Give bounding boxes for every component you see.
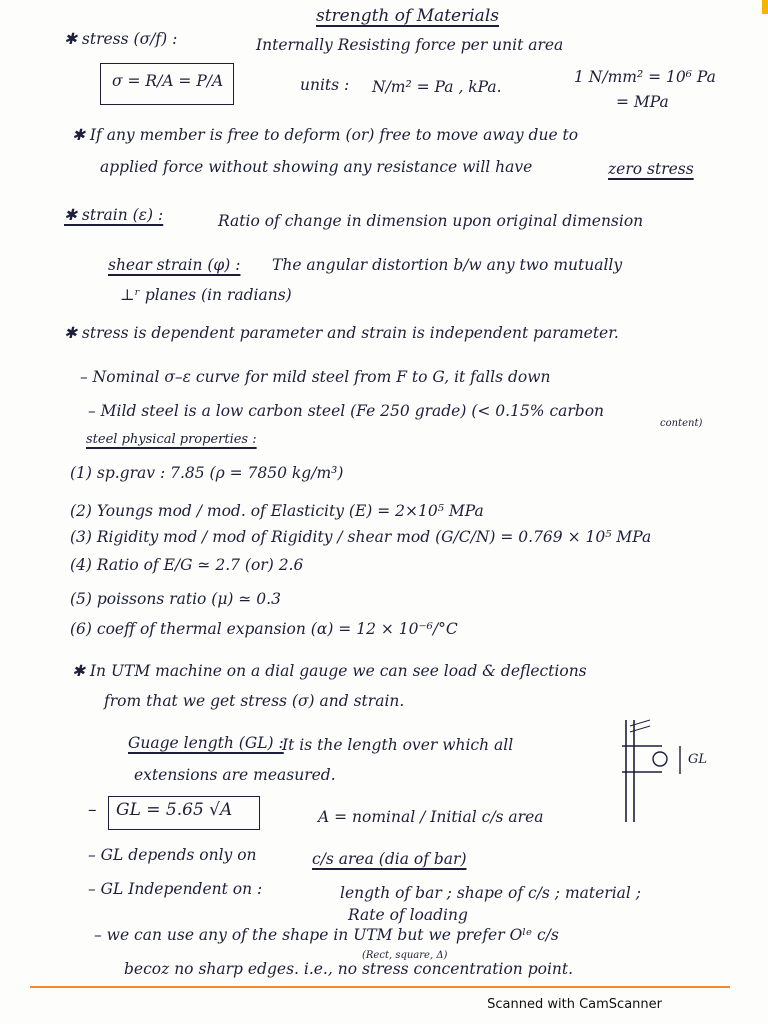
scan-edge-line: [30, 986, 730, 988]
dash: –: [88, 800, 97, 820]
gauge-length-heading: Guage length (GL) :: [128, 734, 284, 752]
shear-strain-definition: The angular distortion b/w any two mutually: [272, 256, 623, 274]
gl-depends: – GL depends only on: [88, 846, 257, 864]
area-note: A = nominal / Initial c/s area: [318, 808, 544, 826]
strain-definition: Ratio of change in dimension upon original dimension: [218, 212, 644, 230]
gl-independent-value: length of bar ; shape of c/s ; material ;: [340, 884, 642, 902]
property-item: (4) Ratio of E/G ≃ 2.7 (or) 2.6: [70, 556, 304, 574]
gauge-diagram-label: GL: [688, 752, 708, 767]
gl-independent-value-2: Rate of loading: [348, 906, 468, 924]
property-item: (6) coeff of thermal expansion (α) = 12 × 10⁻⁶/°C: [70, 620, 458, 638]
property-item: (2) Youngs mod / mod. of Elasticity (E) = 2×10⁵ MPa: [70, 502, 484, 520]
stress-heading: ✱ stress (σ/f) :: [64, 30, 178, 48]
utm-line-1: ✱ In UTM machine on a dial gauge we can see load & deflections: [72, 662, 587, 680]
shape-note-examples: (Rect, square, Δ): [362, 950, 448, 961]
units-value: N/m² = Pa , kPa.: [372, 78, 502, 96]
shape-note-line-1: – we can use any of the shape in UTM but we prefer Oˡᵉ c/s: [94, 926, 559, 944]
utm-line-2: from that we get stress (σ) and strain.: [104, 692, 405, 710]
scanner-watermark: Scanned with CamScanner: [487, 997, 662, 1012]
shear-strain-label: shear strain (φ) :: [108, 256, 241, 274]
properties-heading: steel physical properties :: [86, 432, 257, 447]
stress-formula: σ = R/A = P/A: [112, 72, 224, 90]
property-item: (1) sp.grav : 7.85 (ρ = 7850 kg/m³): [70, 464, 344, 482]
gauge-formula: GL = 5.65 √A: [116, 800, 233, 820]
mild-steel-content: content): [660, 418, 703, 429]
gauge-length-definition: It is the length over which all: [282, 736, 514, 754]
nominal-curve-note: – Nominal σ–ε curve for mild steel from F to G, it falls down: [80, 368, 551, 386]
gauge-length-definition-2: extensions are measured.: [134, 766, 336, 784]
shape-note-line-2: becoz no sharp edges. i.e., no stress concentration point.: [124, 960, 574, 978]
zero-stress-line-2: applied force without showing any resistance will have: [100, 158, 533, 176]
strain-heading: ✱ strain (ε) :: [64, 206, 164, 224]
mild-steel-note: – Mild steel is a low carbon steel (Fe 250 grade) (< 0.15% carbon: [88, 402, 605, 420]
gauge-length-diagram: [614, 716, 724, 826]
units-label: units :: [300, 76, 350, 94]
unit-conversion-mpa: = MPa: [616, 93, 669, 111]
stress-definition: Internally Resisting force per unit area: [256, 36, 564, 54]
page-title: strength of Materials: [316, 6, 499, 26]
zero-stress-emphasis: zero stress: [608, 160, 694, 178]
gl-depends-value: c/s area (dia of bar): [312, 850, 467, 868]
unit-conversion: 1 N/mm² = 10⁶ Pa: [574, 68, 716, 86]
page-edge-mark: [762, 0, 768, 14]
gl-independent: – GL Independent on :: [88, 880, 263, 898]
property-item: (5) poissons ratio (μ) ≃ 0.3: [70, 590, 281, 608]
property-item: (3) Rigidity mod / mod of Rigidity / shear mod (G/C/N) = 0.769 × 10⁵ MPa: [70, 528, 652, 546]
shear-strain-planes: ⊥ʳ planes (in radians): [120, 286, 292, 304]
dependent-parameter-note: ✱ stress is dependent parameter and strain is independent parameter.: [64, 324, 619, 342]
zero-stress-line-1: ✱ If any member is free to deform (or) free to move away due to: [72, 126, 579, 144]
